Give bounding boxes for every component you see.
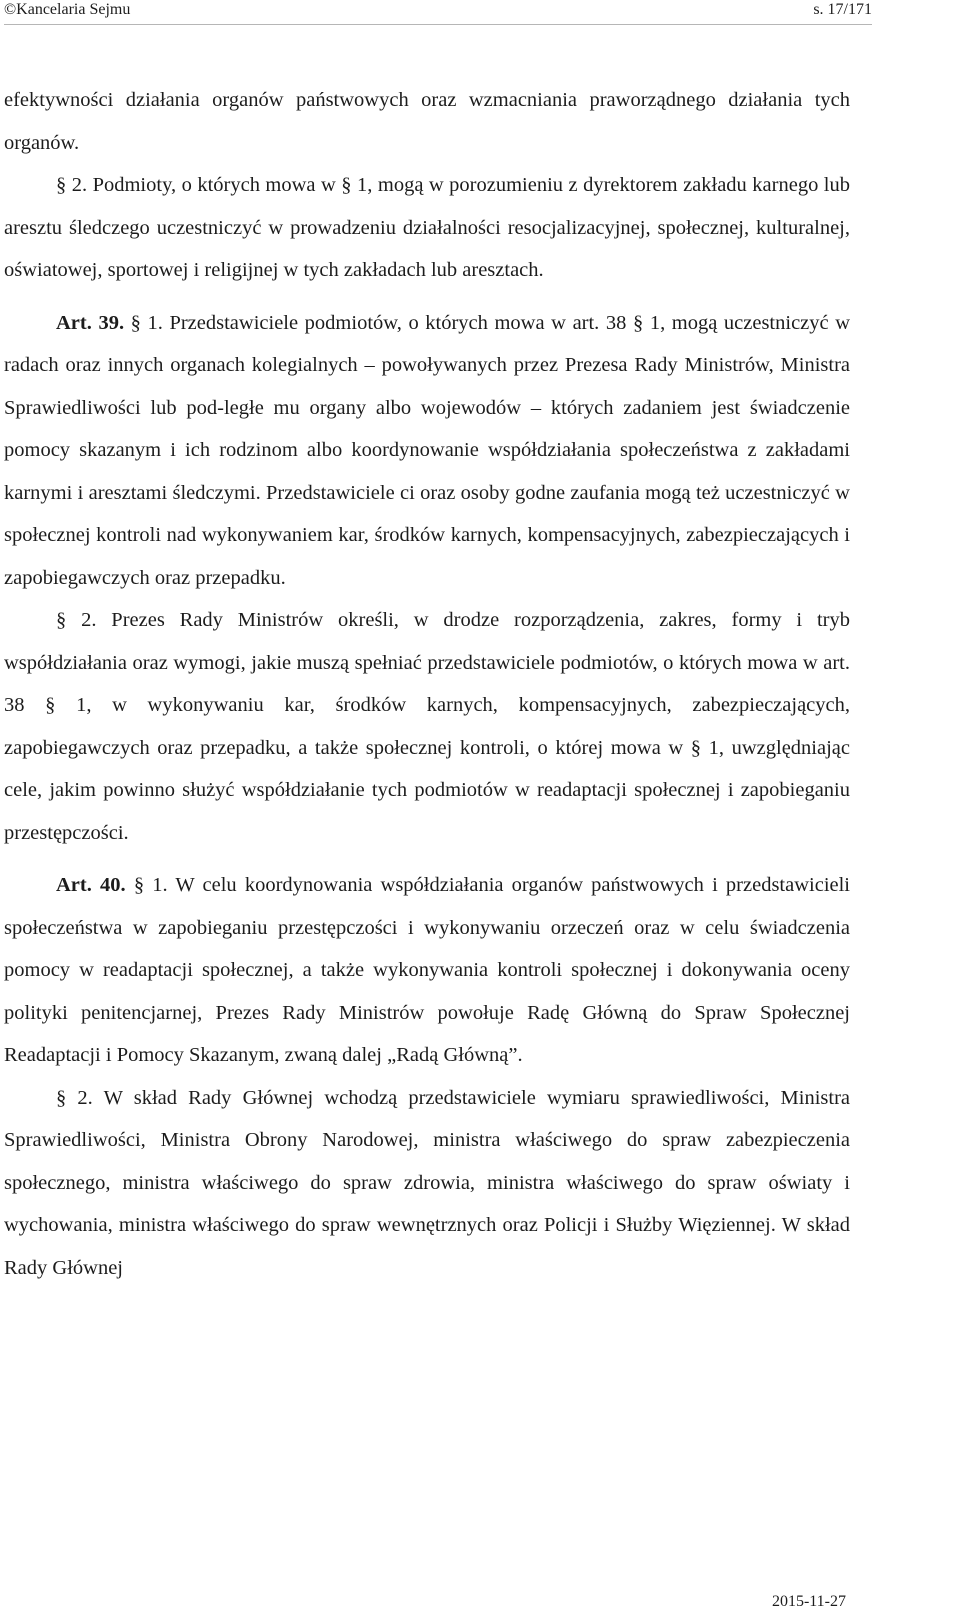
- page-header: [4, 0, 872, 25]
- article-39-section-1: [4, 302, 850, 600]
- article-39-section-2: § 2. Prezes Rady Ministrów określi, w drodze rozporządzenia, zakres, formy i tryb współdziałania oraz wymogi, jakie muszą spełniać przedstawiciele podmiotów, o których mowa w art. 38 § 1, w wykonywaniu kar, środków karnych, kompensacyjnych, zabezpieczających, zapobiegawczych oraz przepadku, a także społecznej kontroli, o której mowa w § 1, uwzględniając cele, jakim powinno służyć współdziałanie tych podmiotów w readaptacji społecznej i zapobieganiu przestępczości.: [4, 609, 850, 844]
- page-number: s. 17/171: [813, 1, 872, 18]
- article-39-text: § 1. Przedstawiciele podmiotów, o których mowa w art. 38 § 1, mogą uczestniczyć w radach oraz innych organach kolegialnych – powoływanych przez Prezesa Rady Ministrów, Ministra Sprawiedliwości lub pod-ległe mu organy albo wojewodów – których zadaniem jest świadczenie pomocy skazanym i ich rodzinom albo koordynowanie współdziałania społeczeństwa z zakładami karnymi i aresztami śledczymi. Przedstawiciele ci oraz osoby godne zaufania mogą też uczestniczyć w społecznej kontroli nad wykonywaniem kar, środków karnych, kompensacyjnych, zabezpieczających i zapobiegawczych oraz przepadku.: [4, 311, 851, 589]
- document-body: [4, 25, 850, 1289]
- paragraph-continuation: efektywności działania organów państwowych oraz wzmacniania praworządnego działania tych organów.: [4, 89, 850, 154]
- article-40-text: § 1. W celu koordynowania współdziałania organów państwowych i przedstawicieli społeczeństwa w zapobieganiu przestępczości i wykonywaniu orzeczeń oraz w celu świadczenia pomocy w readaptacji społecznej, a także wykonywania kontroli społecznej i dokonywania oceny polityki penitencjarnej, Prezes Rady Ministrów powołuje Radę Główną do Spraw Społecznej Readaptacji i Pomocy Skazanym, zwaną dalej „Radą Główną”.: [4, 874, 851, 1066]
- article-40-section-1: [4, 864, 850, 1077]
- article-40-label: Art. 40.: [56, 874, 126, 896]
- paragraph-section-2: § 2. Podmioty, o których mowa w § 1, mogą w porozumieniu z dyrektorem zakładu karnego lub aresztu śledczego uczestniczyć w prowadzeniu działalności resocjalizacyjnej, społecznej, kulturalnej, oświatowej, sportowej i religijnej w tych zakładach lub aresztach.: [4, 174, 850, 281]
- publisher-label: ©Kancelaria Sejmu: [4, 1, 131, 18]
- article-39-label: Art. 39.: [56, 311, 125, 334]
- footer-date: 2015-11-27: [771, 1593, 846, 1610]
- article-40-section-2: § 2. W skład Rady Głównej wchodzą przedstawiciele wymiaru sprawiedliwości, Ministra Sprawiedliwości, Ministra Obrony Narodowej, ministra właściwego do spraw zabezpieczenia społecznego, ministra właściwego do spraw zdrowia, ministra właściwego do spraw oświaty i wychowania, ministra właściwego do spraw wewnętrznych oraz Policji i Służby Więziennej. W skład Rady Głównej: [4, 1086, 850, 1279]
